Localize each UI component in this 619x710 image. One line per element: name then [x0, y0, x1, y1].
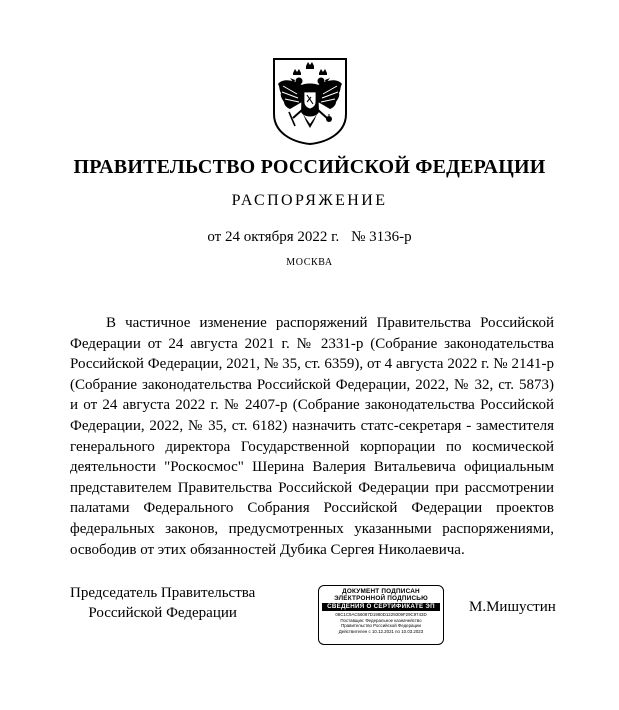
government-title: ПРАВИТЕЛЬСТВО РОССИЙСКОЙ ФЕДЕРАЦИИ — [73, 156, 546, 178]
coat-of-arms-icon — [271, 56, 349, 146]
document-date: от 24 октября 2022 г. — [207, 229, 340, 245]
body-line: В частичное изменение распоряжений Правительства Российской — [106, 315, 554, 331]
body-line: Федерации от 24 августа 2021 г. № 2331-р (Собрание законодательства — [70, 335, 554, 352]
signer-name: М.Мишустин — [469, 599, 556, 615]
body-line: представителем Правительства Российской Федерации при рассмотрении — [70, 479, 554, 496]
body-line: федеральных законов, предусмотренных указанными распоряжениями, — [70, 520, 554, 537]
signer-position-line: Председатель Правительства — [70, 585, 256, 601]
stamp-owner: Правительство Российской Федерации — [341, 623, 421, 629]
stamp-line: ЭЛЕКТРОННОЙ ПОДПИСЬЮ — [334, 595, 428, 603]
electronic-signature-stamp — [318, 585, 444, 645]
body-line: Федерации, 2022, № 35, ст. 6182) назначить статс-секретаря - заместителя — [70, 417, 554, 434]
date-number-line — [0, 229, 619, 246]
body-line: палатами Федерального Собрания Российской Федерации проектов — [70, 500, 554, 517]
body-line: Российской Федерации, 2021, № 35, ст. 6359), от 4 августа 2022 г. № 2141-р — [70, 356, 554, 373]
document-number: № 3136-р — [351, 229, 412, 245]
body-line: (Собрание законодательства Российской Федерации, 2022, № 32, ст. 5873) — [70, 376, 554, 393]
order-body — [70, 313, 554, 560]
body-line: и от 24 августа 2022 г. № 2407-р (Собрание законодательства Российской — [70, 397, 554, 414]
stamp-cert-number: 08C1C9AC56087D1980D1229309F29C9743D — [335, 611, 427, 617]
stamp-line: ДОКУМЕНТ ПОДПИСАН — [342, 588, 420, 595]
signer-position — [70, 583, 255, 623]
stamp-cert-header: СВЕДЕНИЯ О СЕРТИФИКАТЕ ЭП — [322, 603, 440, 611]
body-line: деятельности "Роскосмос" Шерина Валерия Витальевича официальным — [70, 459, 554, 476]
stamp-issuer: Поставщик: Федеральное казначейство — [340, 617, 422, 623]
body-line: освободив от этих обязанностей Дубика Сергея Николаевича. — [70, 541, 465, 558]
body-line: генерального директора Государственной корпорации по космической — [70, 438, 554, 455]
signer-position-line: Российской Федерации — [88, 605, 237, 621]
city: МОСКВА — [286, 257, 333, 268]
document-type: РАСПОРЯЖЕНИЕ — [231, 192, 388, 209]
stamp-validity: Действителен с 10.12.2021 по 10.03.2023 — [338, 628, 424, 634]
